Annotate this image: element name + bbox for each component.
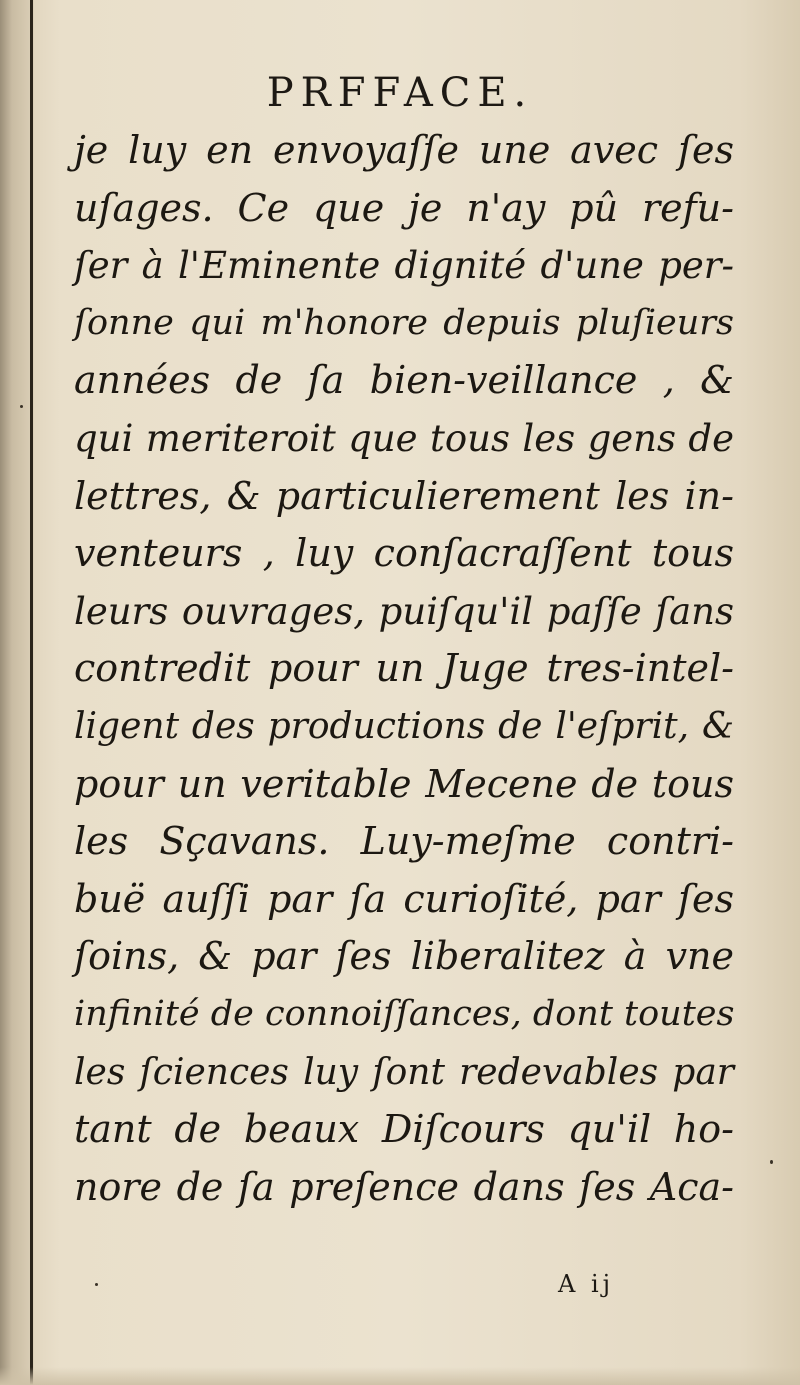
paper-speck — [770, 1160, 773, 1164]
text-line: qui meriteroit que tous les gens de — [74, 416, 734, 460]
text-line: ſoins, & par ſes liberalitez à vne — [74, 934, 734, 979]
text-line: ſonne qui m'honore depuis pluſieurs — [74, 302, 734, 343]
paper-speck — [20, 405, 23, 408]
text-line: ſer à l'Eminente dignité d'une per- — [74, 244, 734, 288]
text-line: les ſciences luy ſont redevables par — [74, 1051, 734, 1093]
text-line: tant de beaux Diſcours qu'il ho- — [74, 1107, 734, 1152]
paper-speck — [95, 1283, 98, 1286]
page-bottom-edge — [0, 1367, 800, 1385]
signature-mark: A ij — [558, 1270, 615, 1298]
text-line: lettres, & particulierement les in- — [74, 473, 734, 518]
page-gutter-shadow — [0, 0, 34, 1385]
text-line: infinité de connoiſſances, dont toutes — [74, 993, 735, 1034]
text-line: ligent des productions de l'eſprit, & — [74, 705, 734, 747]
binding-edge — [30, 0, 33, 1385]
text-line: années de ſa bien-veillance , & — [74, 358, 734, 403]
text-line: buë auſſi par ſa curioſité, par ſes — [74, 876, 734, 921]
text-line: uſages. Ce que je n'ay pû refu- — [74, 185, 734, 230]
text-line: pour un veritable Mecene de tous — [74, 761, 734, 806]
text-line: nore de ſa preſence dans ſes Aca- — [74, 1164, 734, 1209]
body-text — [74, 122, 734, 1216]
text-line: venteurs , luy conſacraſſent tous — [74, 531, 734, 576]
text-line: contredit pour un Juge tres-intel- — [74, 646, 734, 691]
text-line: je luy en envoyaſſe une avec ſes — [74, 128, 734, 172]
running-header: PRFFACE. — [266, 70, 534, 116]
text-line: leurs ouvrages, puiſqu'il paſſe ſans — [74, 589, 734, 633]
text-line: les Sçavans. Luy-meſme contri- — [74, 819, 734, 864]
